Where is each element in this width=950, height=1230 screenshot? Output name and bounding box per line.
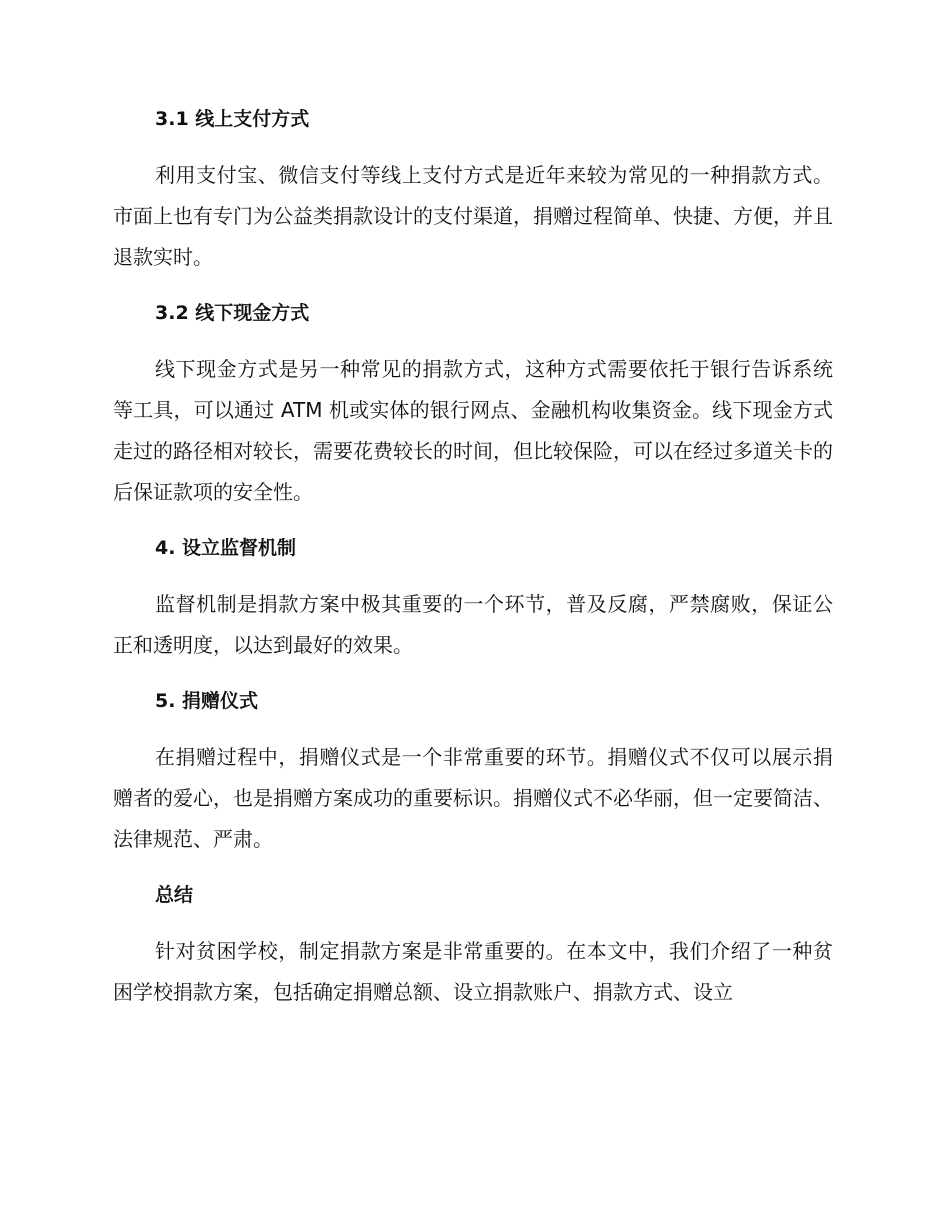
section-heading-online-payment: 3.1 线上支付方式 — [155, 108, 310, 130]
document-content — [113, 105, 833, 1013]
section-heading-supervision: 4. 设立监督机制 — [155, 537, 297, 559]
section-body-offline-cash: 线下现金方式是另一种常见的捐款方式，这种方式需要依托于银行告诉系统等工具，可以通过 ATM 机或实体的银行网点、金融机构收集资金。线下现金方式走过的路径相对较长，需要花费较长的时间，但比较保险，可以在经过多道关卡的后保证款项的安全性。 — [113, 357, 833, 504]
section-heading-summary: 总结 — [155, 884, 194, 906]
section-heading-offline-cash: 3.2 线下现金方式 — [155, 302, 310, 324]
section-body-summary: 针对贫困学校，制定捐款方案是非常重要的。在本文中，我们介绍了一种贫困学校捐款方案，包括确定捐赠总额、设立捐款账户、捐款方式、设立 — [113, 939, 833, 1004]
section-body-online-payment: 利用支付宝、微信支付等线上支付方式是近年来较为常见的一种捐款方式。市面上也有专门为公益类捐款设计的支付渠道，捐赠过程简单、快捷、方便，并且退款实时。 — [113, 163, 833, 269]
section-body-ceremony: 在捐赠过程中，捐赠仪式是一个非常重要的环节。捐赠仪式不仅可以展示捐赠者的爱心，也是捐赠方案成功的重要标识。捐赠仪式不必华丽，但一定要简洁、法律规范、严肃。 — [113, 745, 833, 851]
section-heading-ceremony: 5. 捐赠仪式 — [155, 690, 259, 712]
section-body-supervision: 监督机制是捐款方案中极其重要的一个环节，普及反腐，严禁腐败，保证公正和透明度，以达到最好的效果。 — [113, 592, 833, 657]
